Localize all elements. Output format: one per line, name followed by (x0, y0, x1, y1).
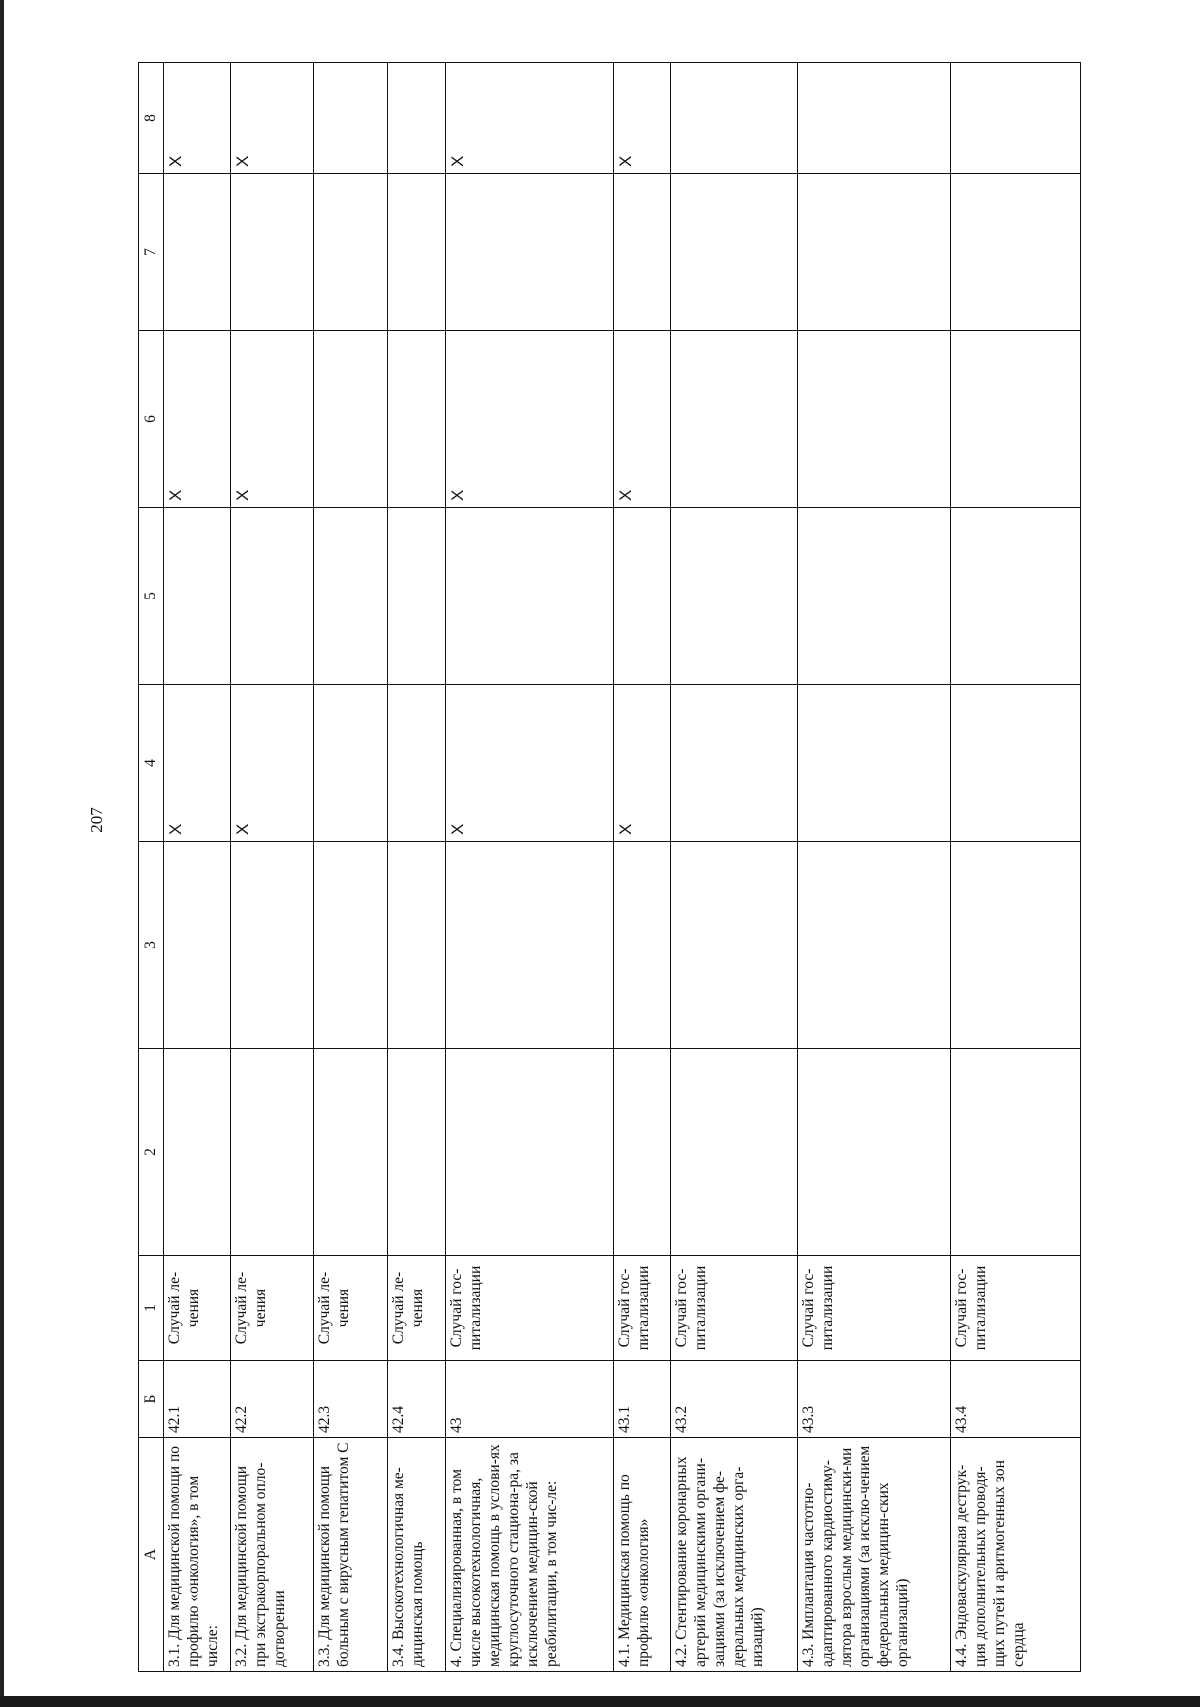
row-code-cell: 43 (446, 1361, 614, 1438)
row-col4-cell (314, 685, 388, 842)
table-row (314, 63, 388, 1672)
row-unit-cell: Случай гос-питализации (951, 1256, 1081, 1361)
row-col3-cell (446, 842, 614, 1049)
header-cell-3: 3 (139, 842, 164, 1049)
row-col8-cell: X (446, 63, 614, 174)
row-col6-cell (388, 331, 446, 508)
row-name-cell: 4. Специализированная, в том числе высокотехнологичная, медицинская помощь в услови-ях круглосуточного стациона-ра, за исключением медицин-ской реабилитации, в том чис-ле: (446, 1438, 614, 1672)
row-col6-cell (314, 331, 388, 508)
row-col7-cell (446, 174, 614, 331)
data-table (138, 62, 1081, 1672)
header-cell-5: 5 (139, 508, 164, 685)
row-unit-cell: Случай ле-чения (314, 1256, 388, 1361)
row-col3-cell (797, 842, 951, 1049)
row-col5-cell (164, 508, 231, 685)
row-col2-cell (951, 1049, 1081, 1256)
row-name-cell: 4.2. Стентирование коронарных артерий медицинскими органи-зациями (за исключением фе-деральных медицинских орга-низаций) (671, 1438, 798, 1672)
row-col5-cell (614, 508, 671, 685)
row-col8-cell (951, 63, 1081, 174)
row-name-cell: 3.3. Для медицинской помощи больным с вирусным гепатитом С (314, 1438, 388, 1672)
row-col3-cell (164, 842, 231, 1049)
row-name-cell: 4.1. Медицинская помощь по профилю «онкология» (614, 1438, 671, 1672)
row-col4-cell: X (164, 685, 231, 842)
row-col6-cell: X (446, 331, 614, 508)
row-unit-cell: Случай ле-чения (231, 1256, 314, 1361)
row-col2-cell (164, 1049, 231, 1256)
row-col4-cell (951, 685, 1081, 842)
table-row (671, 63, 798, 1672)
row-col5-cell (388, 508, 446, 685)
row-col3-cell (671, 842, 798, 1049)
row-col3-cell (314, 842, 388, 1049)
row-col8-cell: X (231, 63, 314, 174)
row-unit-cell: Случай ле-чения (164, 1256, 231, 1361)
row-unit-cell: Случай гос-питализации (671, 1256, 798, 1361)
header-cell-1: 1 (139, 1256, 164, 1361)
header-cell-7: 7 (139, 174, 164, 331)
table-row (388, 63, 446, 1672)
header-cell-b: Б (139, 1361, 164, 1438)
row-col7-cell (388, 174, 446, 331)
row-col5-cell (951, 508, 1081, 685)
row-col5-cell (671, 508, 798, 685)
row-code-cell: 43.3 (797, 1361, 951, 1438)
row-col5-cell (797, 508, 951, 685)
table-row (614, 63, 671, 1672)
table-row (797, 63, 951, 1672)
row-col8-cell: X (164, 63, 231, 174)
row-col6-cell (671, 331, 798, 508)
header-cell-2: 2 (139, 1049, 164, 1256)
row-code-cell: 42.3 (314, 1361, 388, 1438)
row-col2-cell (446, 1049, 614, 1256)
row-col4-cell: X (446, 685, 614, 842)
row-col7-cell (231, 174, 314, 331)
row-col3-cell (951, 842, 1081, 1049)
row-col3-cell (231, 842, 314, 1049)
row-col5-cell (446, 508, 614, 685)
row-col2-cell (797, 1049, 951, 1256)
row-col7-cell (314, 174, 388, 331)
row-code-cell: 43.4 (951, 1361, 1081, 1438)
row-col2-cell (231, 1049, 314, 1256)
row-col6-cell (797, 331, 951, 508)
row-unit-cell: Случай гос-питализации (614, 1256, 671, 1361)
header-cell-a: А (139, 1438, 164, 1672)
row-col8-cell (388, 63, 446, 174)
row-col4-cell: X (231, 685, 314, 842)
row-code-cell: 43.1 (614, 1361, 671, 1438)
row-name-cell: 4.4. Эндоваскулярная деструк-ция дополнительных проводя-щих путей и аритмогенных зон сердца (951, 1438, 1081, 1672)
row-col2-cell (314, 1049, 388, 1256)
row-col4-cell (388, 685, 446, 842)
row-col3-cell (388, 842, 446, 1049)
row-col5-cell (231, 508, 314, 685)
row-col4-cell: X (614, 685, 671, 842)
scan-bottom-edge (0, 1696, 1200, 1707)
row-col8-cell: X (614, 63, 671, 174)
row-col7-cell (951, 174, 1081, 331)
row-col2-cell (388, 1049, 446, 1256)
row-col4-cell (671, 685, 798, 842)
table-row (231, 63, 314, 1672)
row-col7-cell (614, 174, 671, 331)
scan-left-edge (0, 0, 4, 1707)
row-col6-cell: X (231, 331, 314, 508)
row-col7-cell (164, 174, 231, 331)
row-name-cell: 3.4. Высокотехнологичная ме-дицинская помощь (388, 1438, 446, 1672)
row-name-cell: 4.3. Имплантация частотно-адаптированного кардиостиму-лятора взрослым медицински-ми организациями (за исклю-чением федеральных медицин-ских организаций) (797, 1438, 951, 1672)
row-col6-cell: X (164, 331, 231, 508)
row-code-cell: 43.2 (671, 1361, 798, 1438)
row-code-cell: 42.2 (231, 1361, 314, 1438)
row-code-cell: 42.4 (388, 1361, 446, 1438)
row-col2-cell (614, 1049, 671, 1256)
header-row (139, 63, 164, 1672)
row-col8-cell (797, 63, 951, 174)
table-container (138, 63, 1081, 1672)
row-code-cell: 42.1 (164, 1361, 231, 1438)
header-cell-8: 8 (139, 63, 164, 174)
row-col8-cell (671, 63, 798, 174)
row-col6-cell (951, 331, 1081, 508)
header-cell-4: 4 (139, 685, 164, 842)
row-unit-cell: Случай гос-питализации (446, 1256, 614, 1361)
row-col4-cell (797, 685, 951, 842)
page-number: 207 (87, 807, 106, 833)
row-name-cell: 3.1. Для медицинской помощи по профилю «онкология», в том числе: (164, 1438, 231, 1672)
row-unit-cell: Случай гос-питализации (797, 1256, 951, 1361)
row-col7-cell (797, 174, 951, 331)
row-col8-cell (314, 63, 388, 174)
row-col2-cell (671, 1049, 798, 1256)
row-name-cell: 3.2. Для медицинской помощи при экстракорпоральном опло-дотворении (231, 1438, 314, 1672)
row-col7-cell (671, 174, 798, 331)
row-col3-cell (614, 842, 671, 1049)
row-unit-cell: Случай ле-чения (388, 1256, 446, 1361)
header-cell-6: 6 (139, 331, 164, 508)
table-row (164, 63, 231, 1672)
row-col5-cell (314, 508, 388, 685)
table-row (951, 63, 1081, 1672)
row-col6-cell: X (614, 331, 671, 508)
table-row (446, 63, 614, 1672)
